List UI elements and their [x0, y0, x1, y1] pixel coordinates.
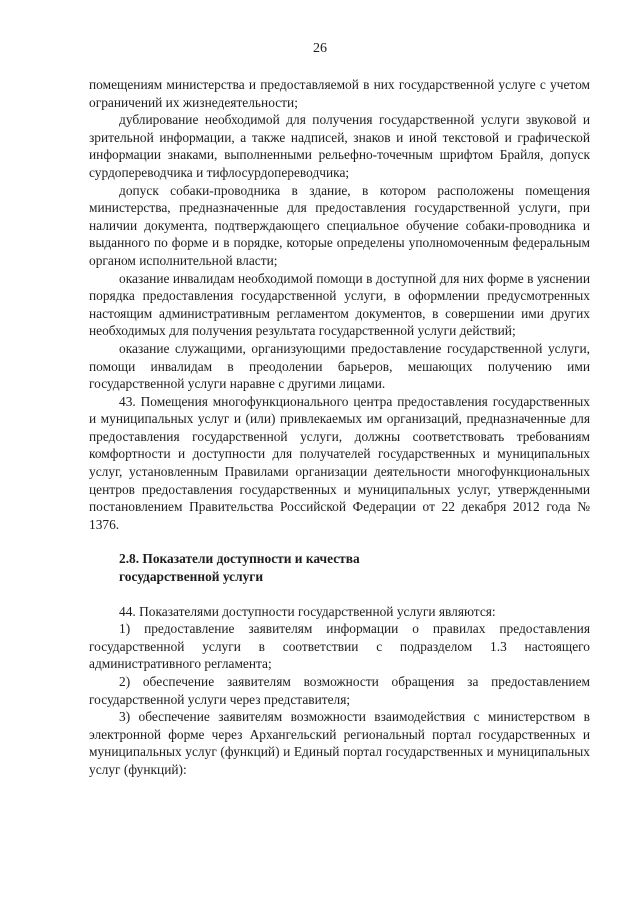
paragraph: допуск собаки-проводника в здание, в котором расположены помещения министерства, предназначенные для предоставления государственной услуги, при наличии документа, подтверждающего специальное обучение собаки-проводника и выданного по форме и в порядке, которые определены уполномоченным федеральным органом исполнительной власти;	[89, 182, 590, 268]
page-number: 26	[313, 41, 327, 56]
paragraph: дублирование необходимой для получения государственной услуги звуковой и зрительной информации, а также надписей, знаков и иной текстовой и графической информации знаками, выполненными рельефно-точечным шрифтом Брайля, допуск сурдопереводчика и тифлосурдопереводчика;	[89, 112, 590, 180]
paragraph: 2) обеспечение заявителям возможности обращения за предоставлением государственной услуги через представителя;	[89, 674, 590, 707]
section-heading	[89, 550, 590, 585]
paragraph: 43. Помещения многофункционального центра предоставления государственных и муниципальных услуг и (или) привлекаемых им организаций, предназначенные для предоставления государственной услуги, должны соответствовать требованиям комфортности и доступности для получателей государственных и муниципальных услуг, установленным Правилами организации деятельности многофункциональных центров предоставления государственных и муниципальных услуг, утвержденными постановлением Правительства Российской Федерации от 22 декабря 2012 года № 1376.	[89, 393, 590, 532]
paragraph: помещениям министерства и предоставляемой в них государственной услуге с учетом ограничений их жизнедеятельности;	[89, 77, 590, 110]
paragraphs-before-heading	[89, 76, 590, 533]
document-body	[89, 76, 590, 779]
paragraph: оказание инвалидам необходимой помощи в доступной для них форме в уяснении порядка предоставления государственной услуги, в оформлении предусмотренных настоящим административным регламентом документов, в совершении ими других необходимых для получения результата государственной услуги действий;	[89, 270, 590, 339]
section-heading-line-2: государственной услуги	[119, 569, 264, 585]
paragraphs-after-heading	[89, 603, 590, 779]
paragraph: 3) обеспечение заявителям возможности взаимодействия с министерством в электронной форме через Архангельский региональный портал государственных и муниципальных услуг (функций) и Единый портал государственных и муниципальных услуг (функций):	[89, 709, 590, 777]
paragraph: оказание служащими, организующими предоставление государственной услуги, помощи инвалидам в преодолении барьеров, мешающих получению ими государственной услуги наравне с другими лицами.	[89, 340, 590, 392]
paragraph: 1) предоставление заявителям информации о правилах предоставления государственной услуги в соответствии с подразделом 1.3 настоящего административного регламента;	[89, 621, 590, 672]
paragraph: 44. Показателями доступности государственной услуги являются:	[119, 603, 496, 619]
section-heading-line-1: 2.8. Показатели доступности и качества	[119, 551, 360, 567]
